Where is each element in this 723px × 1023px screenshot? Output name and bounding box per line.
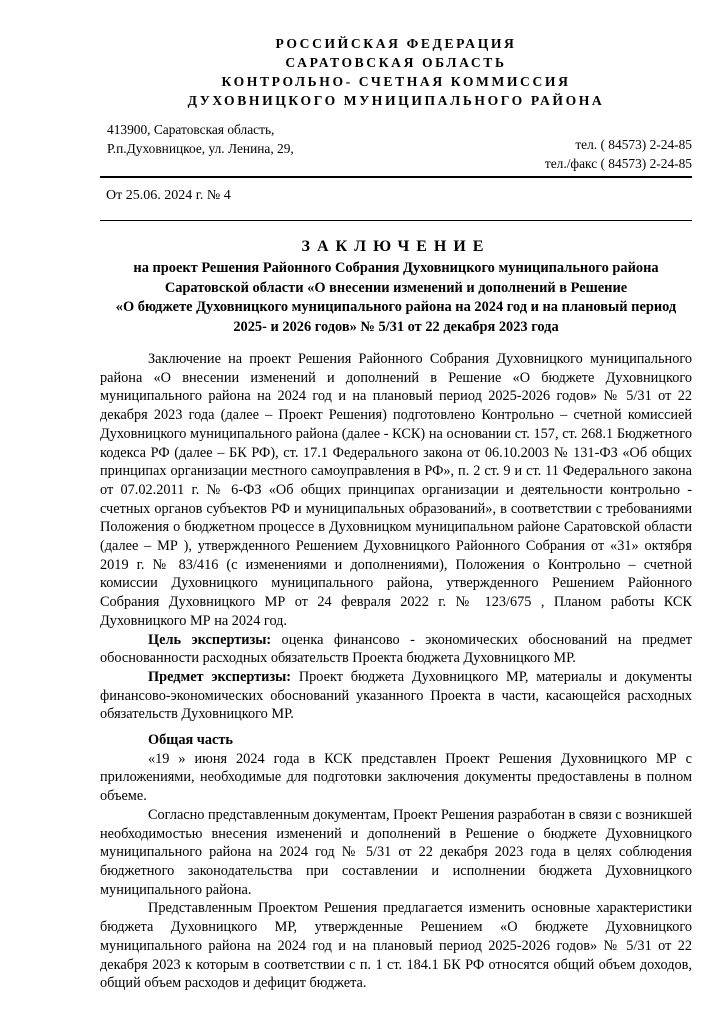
org-header — [100, 34, 692, 110]
paragraph-expertise-goal — [100, 631, 692, 668]
subtitle-line-2: Саратовской области «О внесении изменений и дополнений в Решение — [164, 279, 628, 296]
paragraph-expertise-subject — [100, 668, 692, 724]
section-heading-general-part: Общая часть — [148, 732, 233, 749]
document-subtitle — [100, 259, 692, 337]
org-header-region: САРАТОВСКАЯ ОБЛАСТЬ — [285, 55, 507, 70]
paragraph-legal-basis: Заключение на проект Решения Районного Собрания Духовницкого муниципального района «О внесении изменений и дополнений в Решение «О бюджете Духовницкого муниципального района на 2024 год и на плановый период 2025-2026 годов» № 5/31 от 22 декабря 2023 года (далее – Проект Решения) подготовлено Контрольно – счетной комиссией Духовницкого муниципального района (далее - КСК) на основании ст. 157, ст. 268.1 Бюджетного кодекса РФ (далее – БК РФ), ст. 17.1 Федерального закона от 06.10.2003 № 131-ФЗ «Об общих принципах организации местного самоуправления в РФ», п. 2 ст. 9 и ст. 11 Федерального закона от 07.02.2011 г. № 6-ФЗ «Об общих принципах организации и деятельности контрольно - счетных органов субъектов РФ и муниципальных образований», в соответствии с требованиями Положения о бюджетном процессе в Духовницком муниципальном районе Саратовской области (далее – МР ), утвержденного Решением Духовницкого Районного Собрания от «31» октября 2019 г. № 83/416 (с изменениями и дополнениями), Положения о Контрольно – счетной комиссии Духовницкого муниципального района, утвержденного Решением Районного Собрания Духовницкого МР от 24 февраля 2022 г. № 123/675 , Планом работы КСК Духовницкого МР на 2024 год. — [100, 351, 692, 629]
document-body — [100, 350, 692, 993]
org-header-country: РОССИЙСКАЯ ФЕДЕРАЦИЯ — [275, 36, 517, 51]
subtitle-line-4: 2025- и 2026 годов» № 5/31 от 22 декабря 2023 года — [233, 318, 559, 335]
address-line-1: 413900, Саратовская область, — [107, 122, 275, 137]
phone-line: тел. ( 84573) 2-24-85 — [575, 137, 692, 152]
org-header-district: ДУХОВНИЦКОГО МУНИЦИПАЛЬНОГО РАЙОНА — [187, 93, 605, 108]
expertise-subject-text: Проект бюджета Духовницкого МР, материалы и документы финансово-экономических обоснований указанного Проекта в части, касающейся расходных обязательств Духовницкого МР. — [100, 668, 692, 723]
expertise-subject-label: Предмет экспертизы: — [148, 668, 292, 685]
paragraph-submission: «19 » июня 2024 года в КСК представлен Проект Решения Духовницкого МР с приложениями, необходимые для подготовки заключения документы предоставлены в полном объеме. — [100, 750, 692, 805]
address-line-2: Р.п.Духовницкое, ул. Ленина, 29, — [107, 140, 294, 156]
document-title: ЗАКЛЮЧЕНИЕ — [301, 238, 491, 255]
phone-block — [545, 121, 692, 173]
phone-fax-line: тел./факс ( 84573) 2-24-85 — [544, 155, 692, 171]
reference-date-number: От 25.06. 2024 г. № 4 — [106, 188, 231, 203]
subtitle-line-3: «О бюджете Духовницкого муниципального района на 2024 год и на плановый период — [115, 299, 677, 315]
org-header-commission: КОНТРОЛЬНО- СЧЕТНАЯ КОММИССИЯ — [221, 74, 571, 89]
address-block — [100, 121, 294, 173]
paragraph-reason: Согласно представленным документам, Проект Решения разработан в связи с возникшей необходимостью внесения изменений и дополнений в Решение о бюджете Духовницкого муниципального района на 2024 год № 5/31 от 22 декабря 2023 года в целях соблюдения бюджетного законодательства при составлении и исполнении бюджета Духовницкого муниципального района. — [100, 806, 692, 898]
expertise-goal-label: Цель экспертизы: — [148, 631, 272, 648]
paragraph-proposed-changes: Представленным Проектом Решения предлагается изменить основные характеристики бюджета Духовницкого МР, утвержденные Решением «О бюджете Духовницкого муниципального района на 2024 год и на плановый период 2025-2026 годов» № 5/31 от 22 декабря 2023 к которым в соответствии с п. 1 ст. 184.1 БК РФ относятся общий объем доходов, общий объем расходов и дефицит бюджета. — [100, 900, 692, 992]
expertise-goal-text: оценка финансово - экономических обоснований на предмет обоснованности расходных обязательств Проекта бюджета Духовницкого МР. — [100, 631, 692, 667]
divider-bottom — [100, 220, 692, 221]
contact-block — [100, 121, 692, 173]
subtitle-line-1: на проект Решения Районного Собрания Духовницкого муниципального района — [133, 260, 659, 276]
